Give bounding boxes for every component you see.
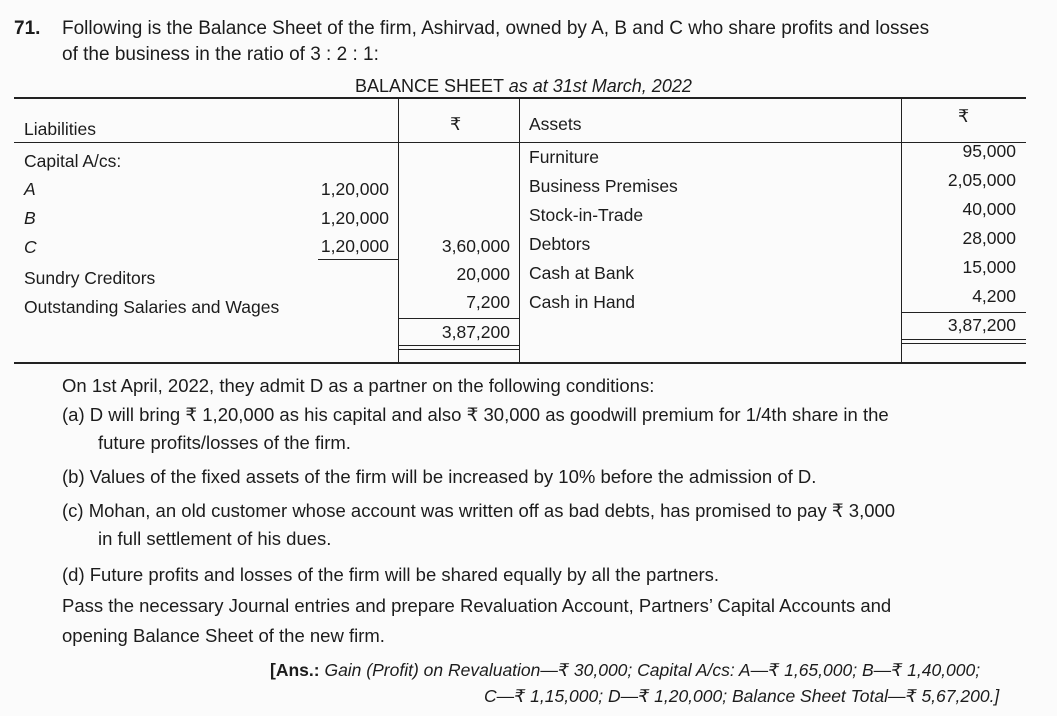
question-number: 71. (14, 18, 41, 39)
conditions-intro: On 1st April, 2022, they admit D as a partner on the following conditions: (62, 375, 655, 396)
partner-c-amount: 1,20,000 (320, 236, 389, 256)
condition-c-line-2: in full settlement of his dues. (98, 528, 332, 549)
asset-premises-label: Business Premises (529, 176, 678, 196)
partner-b-name: B (24, 208, 36, 228)
asset-debtors-label: Debtors (529, 234, 591, 254)
liab-amount-header: ₹ (450, 114, 462, 134)
answer-line-2: C—₹ 1,15,000; D—₹ 1,20,000; Balance Sheet Total—₹ 5,67,200.] (484, 686, 1000, 706)
assets-total: 3,87,200 (947, 315, 1016, 335)
divider-assets-amt (901, 99, 902, 362)
liab-total-double-rule-1 (399, 345, 519, 346)
liabilities-header: Liabilities (24, 119, 96, 139)
assets-total-top-rule (902, 312, 1026, 313)
assets-total-double-rule-1 (902, 339, 1026, 340)
assets-header: Assets (529, 114, 582, 134)
asset-premises-amount: 2,05,000 (947, 170, 1016, 190)
header-bottom-rule (14, 142, 1026, 143)
asset-furniture-amount: 95,000 (962, 141, 1016, 161)
divider-amt-assets (519, 99, 520, 362)
outstanding-amount: 7,200 (466, 292, 510, 312)
answer-label: [Ans.: (270, 660, 320, 680)
task-line-2: opening Balance Sheet of the new firm. (62, 625, 385, 646)
liabilities-total: 3,87,200 (441, 322, 510, 342)
capital-underline (318, 259, 398, 260)
asset-cash-label: Cash in Hand (529, 292, 636, 312)
divider-liab-amt (398, 99, 399, 362)
table-bottom-rule (14, 362, 1026, 364)
outstanding-label: Outstanding Salaries and Wages (24, 297, 280, 317)
assets-total-double-rule-2 (902, 343, 1026, 344)
asset-debtors-amount: 28,000 (962, 228, 1016, 248)
asset-cash-amount: 4,200 (972, 286, 1016, 306)
asset-stock-label: Stock-in-Trade (529, 205, 644, 225)
answer-line-1 (270, 660, 980, 681)
table-top-rule (14, 97, 1026, 99)
title-plain: BALANCE SHEET (355, 76, 504, 96)
liab-total-double-rule-2 (399, 349, 519, 350)
capital-total: 3,60,000 (441, 236, 510, 256)
task-line-1: Pass the necessary Journal entries and prepare Revaluation Account, Partners’ Capital Accounts and (62, 595, 892, 616)
asset-furniture-label: Furniture (529, 147, 600, 167)
question-line-2: of the business in the ratio of 3 : 2 : 1: (62, 44, 379, 65)
condition-c-line-1: (c) Mohan, an old customer whose account was written off as bad debts, has promised to pay ₹ 3,000 (62, 500, 896, 521)
capital-label: Capital A/cs: (24, 151, 122, 171)
creditors-label: Sundry Creditors (24, 268, 156, 288)
asset-bank-amount: 15,000 (962, 257, 1016, 277)
creditors-amount: 20,000 (456, 264, 510, 284)
asset-stock-amount: 40,000 (962, 199, 1016, 219)
condition-a-line-2: future profits/losses of the firm. (98, 432, 351, 453)
assets-amount-header: ₹ (958, 106, 970, 126)
partner-c-name: C (24, 237, 37, 257)
liab-total-top-rule (399, 318, 519, 319)
condition-b: (b) Values of the fixed assets of the firm will be increased by 10% before the admission of D. (62, 466, 817, 487)
condition-a-line-1: (a) D will bring ₹ 1,20,000 as his capital and also ₹ 30,000 as goodwill premium for 1/4th share in the (62, 404, 889, 425)
answer-text-1: Gain (Profit) on Revaluation—₹ 30,000; Capital A/cs: A—₹ 1,65,000; B—₹ 1,40,000; (324, 660, 981, 680)
asset-bank-label: Cash at Bank (529, 263, 635, 283)
question-line-1: Following is the Balance Sheet of the firm, Ashirvad, owned by A, B and C who share profits and losses (62, 18, 930, 39)
partner-a-name: A (24, 179, 36, 199)
partner-a-amount: 1,20,000 (320, 179, 389, 199)
title-date: as at 31st March, 2022 (508, 76, 692, 96)
balance-sheet-title (355, 76, 692, 97)
partner-b-amount: 1,20,000 (320, 208, 389, 228)
condition-d: (d) Future profits and losses of the firm will be shared equally by all the partners. (62, 564, 720, 585)
